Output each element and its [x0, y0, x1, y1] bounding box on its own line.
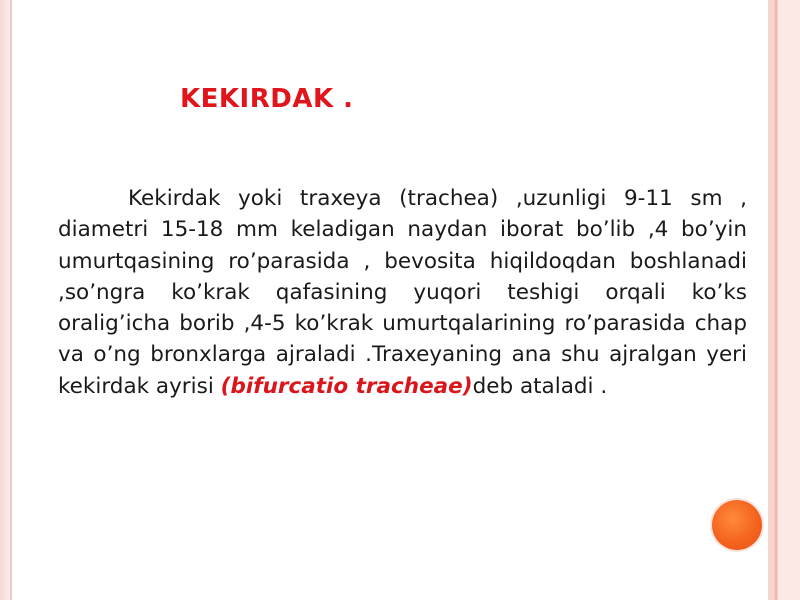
latin-term: (bifurcatio tracheae)	[220, 373, 473, 399]
left-border-decoration	[0, 0, 10, 600]
left-border-line	[10, 0, 12, 600]
right-border-decoration	[768, 0, 800, 600]
slide-title: KEKIRDAK .	[180, 84, 354, 114]
body-text-end: deb ataladi .	[472, 373, 608, 399]
orange-circle-decoration	[712, 500, 762, 550]
body-text-intro: Kekirdak yoki traxeya (trachea) ,uzunligi 9-11 sm , diametri 15-18 mm keladigan naydan iborat bo’lib ,4 bo’yin umurtqasining ro’parasida , bevosita hiqildoqdan boshlanadi ,so’ngra ko’krak qafasining yuqori teshigi orqali ko’ks oralig’icha borib ,4-5 ko’krak umurtqalarining ro’parasida chap va o’ng bronxlarga ajraladi .Traxeyaning ana shu ajralgan yeri kekirdak ayrisi	[58, 186, 747, 399]
body-paragraph	[58, 183, 747, 402]
